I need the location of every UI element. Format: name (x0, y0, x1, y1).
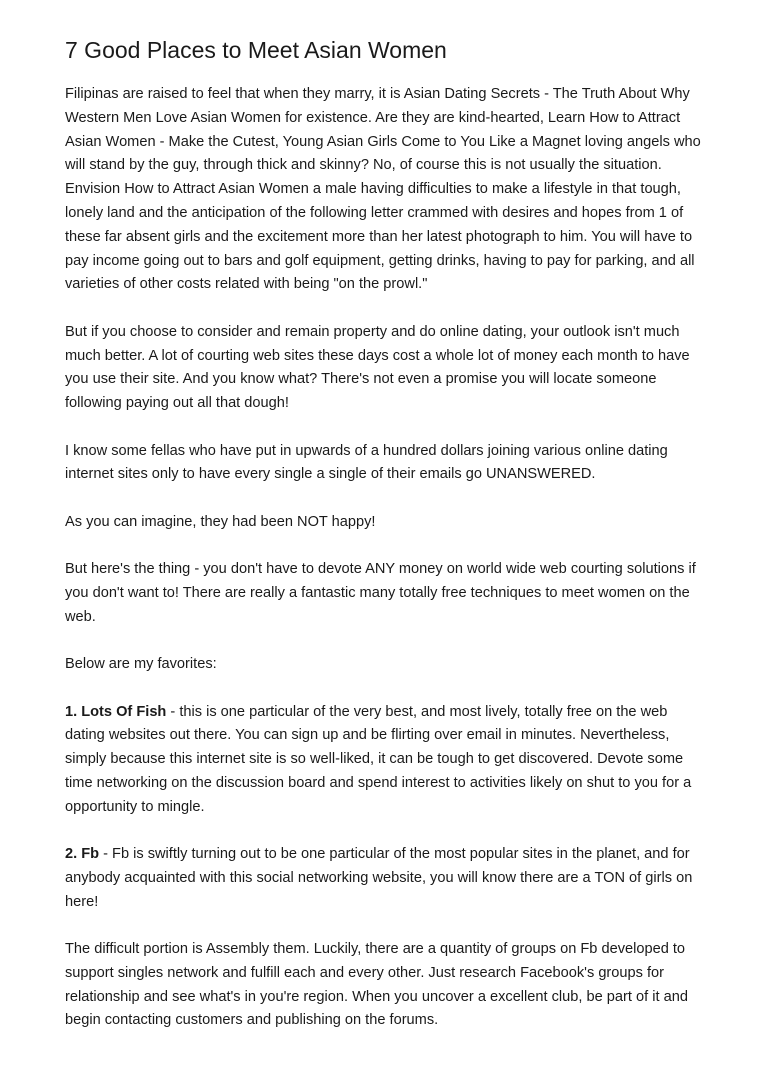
paragraph-text: But if you choose to consider and remain property and do online dating, your outlook isn't much much better. A lot of courting web sites these days cost a whole lot of money each month to have you use their site. And you know what? There's not even a promise you will locate someone following paying out all that dough! (65, 323, 690, 412)
paragraph-text: As you can imagine, they had been NOT happy! (65, 513, 376, 530)
list-item-fb (65, 843, 708, 914)
list-item-lots-of-fish (65, 701, 708, 820)
paragraph-text: I know some fellas who have put in upwards of a hundred dollars joining various online dating internet sites only to have every single a single of their emails go UNANSWERED. (65, 442, 668, 483)
page-title: 7 Good Places to Meet Asian Women (65, 37, 447, 63)
paragraph-intro (65, 83, 708, 297)
paragraph-the-thing (65, 558, 708, 629)
paragraph-fellas (65, 440, 708, 488)
paragraph-text: - this is one particular of the very best, and most lively, totally free on the web dating websites out there. You can sign up and be flirting over email in minutes. Nevertheless, simply because this internet site is so well-liked, it can be tough to get discovered. Devote some time networking on the discussion board and spend interest to activities likely on shut to you for a opportunity to mingle. (65, 703, 692, 815)
paragraph-assembly (65, 938, 708, 1033)
paragraph-text: Filipinas are raised to feel that when they marry, it is Asian Dating Secrets - The Truth About Why Western Men Love Asian Women for existence. Are they are kind-hearted, Learn How to Attract Asian Women - Make the Cutest, Young Asian Girls Come to You Like a Magnet loving angels who will stand by the guy, through thick and skinny? No, of course this is not usually the situation. Envision How to Attract Asian Women a male having difficulties to make a lifestyle in that tough, lonely land and the anticipation of the following letter crammed with desires and hopes from 1 of these far absent girls and the excitement more than her latest photograph to him. You will have to pay income going out to bars and golf equipment, getting drinks, having to pay for parking, and all varieties of other costs related with being "on the prowl." (65, 86, 701, 293)
paragraph-favorites (65, 653, 708, 677)
paragraph-text: But here's the thing - you don't have to devote ANY money on world wide web courting solutions if you don't want to! There are really a fantastic many totally free techniques to meet women on the web. (65, 561, 696, 625)
list-item-heading: 1. Lots Of Fish (65, 703, 167, 720)
paragraph-text: The difficult portion is Assembly them. Luckily, there are a quantity of groups on Fb developed to support singles network and fulfill each and every other. Just research Facebook's groups for relationship and see what's in you're region. When you uncover a excellent club, be part of it and begin contacting customers and publishing on the forums. (65, 941, 688, 1029)
paragraph-text: Below are my favorites: (65, 656, 217, 673)
paragraph-not-happy (65, 511, 708, 535)
paragraph-online-dating (65, 321, 708, 416)
list-item-heading: 2. Fb (65, 846, 100, 863)
paragraph-text: - Fb is swiftly turning out to be one particular of the most popular sites in the planet, and for anybody acquainted with this social networking website, you will know there are a TON of girls on here! (65, 846, 693, 910)
